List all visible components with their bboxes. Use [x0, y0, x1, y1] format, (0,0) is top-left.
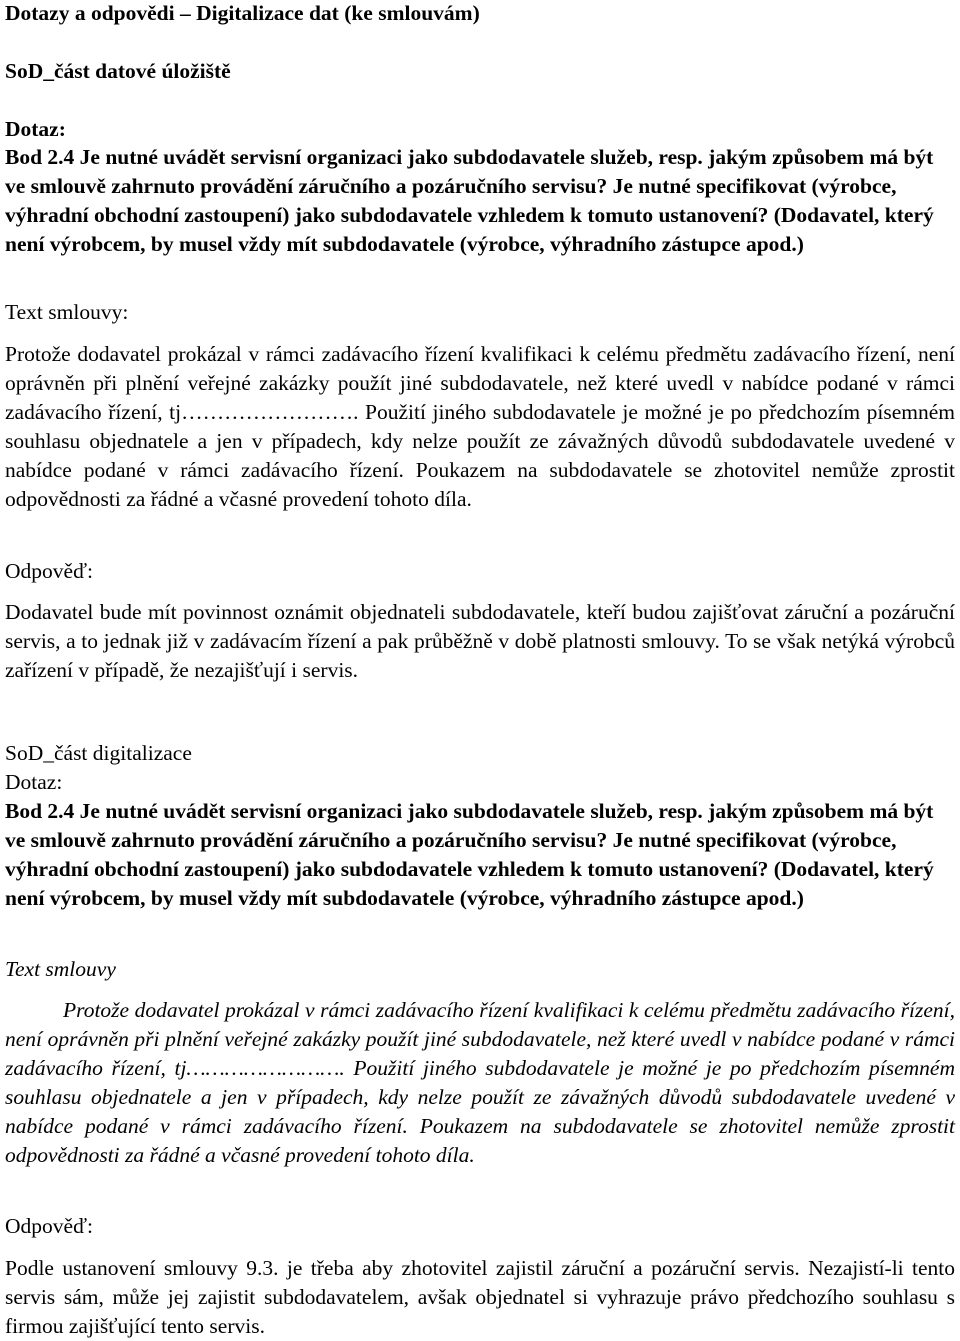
answer-label: Odpověď:	[5, 559, 93, 583]
question-text: Bod 2.4 Je nutné uvádět servisní organizaci jako subdodavatele služeb, resp. jakým způsobem má být ve smlouvě zahrnuto provádění záručního a pozáručního servisu? Je nutné specifikovat (výrobce, výhradní obchodní zastoupení) jako subdodavatele vzhledem k tomuto ustanovení? (Dodavatel, který není výrobcem, by musel vždy mít subdodavatele (výrobce, výhradního zástupce apod.)	[5, 799, 934, 910]
answer-text: Dodavatel bude mít povinnost oznámit objednateli subdodavatele, kteří budou zajišťovat záruční a pozáruční servis, a to jednak již v zadávacím řízení a pak průběžně v době platnosti smlouvy. To se však netýká výrobců zařízení v případě, že nezajišťují i servis.	[5, 600, 955, 682]
section-heading-datove-uloziste: SoD_část datové úložiště	[5, 59, 231, 83]
contract-text-paragraph: Protože dodavatel prokázal v rámci zadávacího řízení kvalifikaci k celému předmětu zadávacího řízení, není oprávněn při plnění veřejné zakázky použít jiné subdodavatele, než které uvedl v nabídce podané v rámci zadávacího řízení, tj……………………. Použití jiného subdodavatele je možné je po předchozím písemném souhlasu objednatele a jen v případech, kdy nelze použít ze závažných důvodů subdodavatele uvedené v nabídce podané v rámci zadávacího řízení. Poukazem na subdodavatele se zhotovitel nemůže zprostit odpovědnosti za řádné a včasné provedení tohoto díla.	[5, 998, 955, 1167]
answer-text: Podle ustanovení smlouvy 9.3. je třeba aby zhotovitel zajistil záruční a pozáruční servis. Nezajistí-li tento servis sám, může jej zajistit subdodavatelem, avšak objednatel si vyhrazuje právo předchozího souhlasu s firmou zajišťující tento servis.	[5, 1256, 955, 1338]
question-label: Dotaz:	[5, 117, 66, 141]
document-title: Dotazy a odpovědi – Digitalizace dat (ke smlouvám)	[5, 1, 480, 25]
section-heading-digitalizace: SoD_část digitalizace	[5, 741, 192, 765]
contract-text-label: Text smlouvy:	[5, 300, 129, 324]
contract-text-label: Text smlouvy	[5, 957, 116, 981]
question-label: Dotaz:	[5, 770, 63, 794]
contract-text-paragraph: Protože dodavatel prokázal v rámci zadávacího řízení kvalifikaci k celému předmětu zadávacího řízení, není oprávněn při plnění veřejné zakázky použít jiné subdodavatele, než které uvedl v nabídce podané v rámci zadávacího řízení, tj……………………. Použití jiného subdodavatele je možné je po předchozím písemném souhlasu objednatele a jen v případech, kdy nelze použít ze závažných důvodů subdodavatele uvedené v nabídce podané v rámci zadávacího řízení. Poukazem na subdodavatele se zhotovitel nemůže zprostit odpovědnosti za řádné a včasné provedení tohoto díla.	[5, 342, 955, 511]
answer-label: Odpověď:	[5, 1214, 93, 1238]
question-text: Bod 2.4 Je nutné uvádět servisní organizaci jako subdodavatele služeb, resp. jakým způsobem má být ve smlouvě zahrnuto provádění záručního a pozáručního servisu? Je nutné specifikovat (výrobce, výhradní obchodní zastoupení) jako subdodavatele vzhledem k tomuto ustanovení? (Dodavatel, který není výrobcem, by musel vždy mít subdodavatele (výrobce, výhradního zástupce apod.)	[5, 145, 934, 256]
